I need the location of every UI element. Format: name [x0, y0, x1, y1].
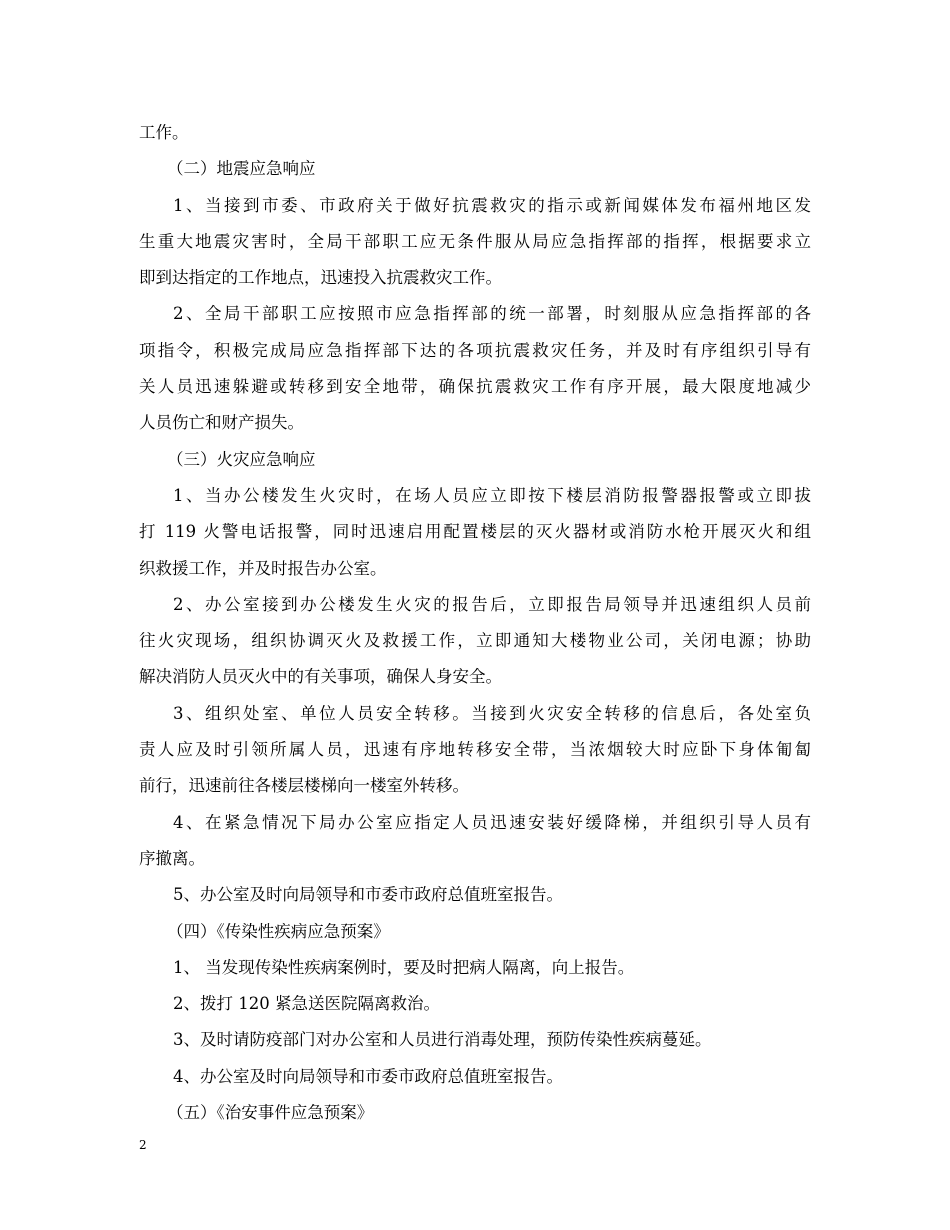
- text-line: 3、及时请防疫部门对办公室和人员进行消毒处理，预防传染性疾病蔓延。: [173, 1030, 712, 1050]
- section-heading-fire: （三）火灾应急响应: [167, 449, 316, 469]
- text-line: 责人应及时引领所属人员，迅速有序地转移安全带，当浓烟较大时应卧下身体匍匐: [139, 740, 811, 760]
- text-line: 打 119 火警电话报警，同时迅速启用配置楼层的灭火器材或消防水枪开展灭火和组: [139, 522, 811, 542]
- text-line: 生重大地震灾害时，全局干部职工应无条件服从局应急指挥部的指挥，根据要求立: [139, 231, 811, 251]
- text-line: 2、全局干部职工应按照市应急指挥部的统一部署，时刻服从应急指挥部的各: [173, 304, 811, 324]
- text-line: 2、拨打 120 紧急送医院隔离救治。: [173, 994, 440, 1014]
- text-line: 工作。: [139, 123, 189, 142]
- section-heading-public-security: （五）《治安事件应急预案》: [167, 1103, 374, 1123]
- text-line: 3、组织处室、单位人员安全转移。当接到火灾安全转移的信息后，各处室负: [173, 703, 811, 723]
- text-line: 序撤离。: [139, 848, 205, 868]
- section-heading-earthquake: （二）地震应急响应: [167, 159, 316, 179]
- document-body: [139, 115, 811, 1131]
- text-line: 即到达指定的工作地点，迅速投入抗震救灾工作。: [139, 268, 502, 288]
- text-line: 关人员迅速躲避或转移到安全地带，确保抗震救灾工作有序开展，最大限度地减少: [139, 377, 811, 397]
- text-line: 5、办公室及时向局领导和市委市政府总值班室报告。: [173, 885, 563, 905]
- text-line: 1、当办公楼发生火灾时，在场人员应立即按下楼层消防报警器报警或立即拔: [173, 485, 811, 505]
- text-line: 4、在紧急情况下局办公室应指定人员迅速安装好缓降梯，并组织引导人员有: [173, 812, 811, 832]
- text-line: 织救援工作，并及时报告办公室。: [139, 558, 387, 578]
- section-heading-infectious-disease: （四）《传染性疾病应急预案》: [167, 921, 390, 941]
- text-line: 解决消防人员灭火中的有关事项，确保人身安全。: [139, 667, 502, 687]
- text-line: 2、办公室接到办公楼发生火灾的报告后，立即报告局领导并迅速组织人员前: [173, 594, 811, 614]
- text-line: 4、办公室及时向局领导和市委市政府总值班室报告。: [173, 1066, 563, 1086]
- text-line: 项指令，积极完成局应急指挥部下达的各项抗震救灾任务，并及时有序组织引导有: [139, 340, 811, 360]
- page-number: 2: [139, 1138, 147, 1152]
- text-line: 前行，迅速前往各楼层楼梯向一楼室外转移。: [139, 776, 469, 796]
- text-line: 1、 当发现传染性疾病案例时，要及时把病人隔离，向上报告。: [173, 957, 635, 977]
- text-line: 1、当接到市委、市政府关于做好抗震救灾的指示或新闻媒体发布福州地区发: [173, 195, 811, 215]
- text-line: 人员伤亡和财产损失。: [139, 413, 304, 433]
- text-line: 往火灾现场，组织协调灭火及救援工作，立即通知大楼物业公司，关闭电源；协助: [139, 631, 811, 651]
